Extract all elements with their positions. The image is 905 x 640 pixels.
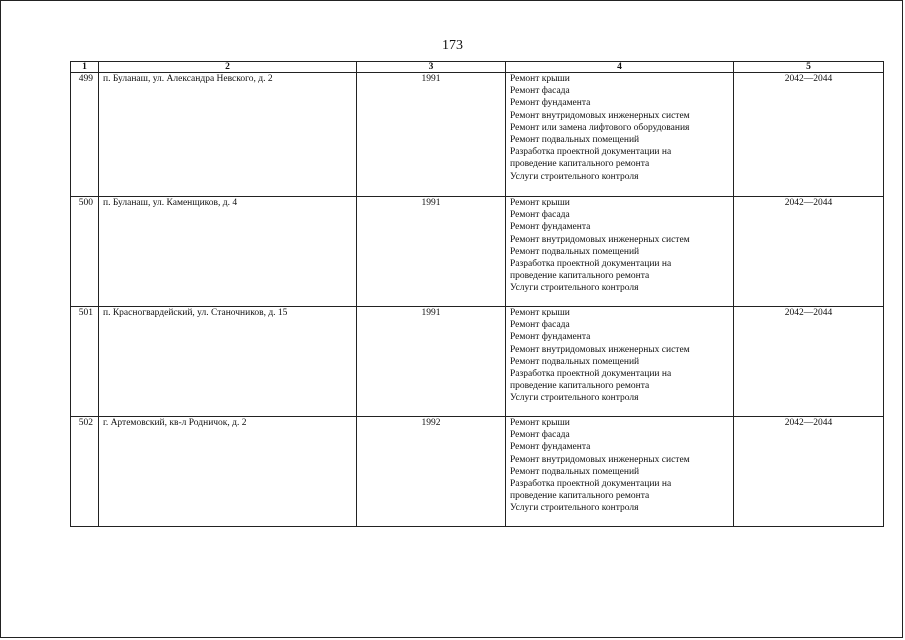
work-item: Ремонт внутридомовых инженерных систем bbox=[510, 110, 690, 121]
work-item: Ремонт фундамента bbox=[510, 222, 591, 233]
work-item: Ремонт крыши bbox=[510, 198, 570, 208]
period-cell: 2042—2044 bbox=[734, 307, 884, 417]
table-header-row bbox=[71, 62, 884, 73]
row-number: 502 bbox=[71, 417, 99, 527]
column-header: 4 bbox=[506, 62, 734, 73]
column-header: 5 bbox=[734, 62, 884, 73]
period-cell: 2042—2044 bbox=[734, 417, 884, 527]
works-cell bbox=[506, 197, 734, 307]
work-item: Ремонт крыши bbox=[510, 418, 570, 428]
work-item: Ремонт или замена лифтового оборудования bbox=[510, 122, 690, 133]
period-cell: 2042—2044 bbox=[734, 197, 884, 307]
address-cell: п. Буланаш, ул. Каменщиков, д. 4 bbox=[99, 197, 357, 307]
work-item: Разработка проектной документации на bbox=[510, 259, 672, 270]
work-item: Разработка проектной документации на bbox=[510, 369, 672, 380]
period-cell: 2042—2044 bbox=[734, 73, 884, 197]
work-item: Разработка проектной документации на bbox=[510, 147, 672, 158]
column-header: 1 bbox=[71, 62, 99, 73]
work-item: Ремонт фасада bbox=[510, 430, 570, 441]
work-item: Ремонт фундамента bbox=[510, 332, 591, 343]
row-number: 500 bbox=[71, 197, 99, 307]
work-item: проведение капитального ремонта bbox=[510, 381, 650, 392]
works-cell bbox=[506, 73, 734, 197]
work-item: Услуги строительного контроля bbox=[510, 283, 639, 294]
work-item: Ремонт крыши bbox=[510, 308, 570, 318]
work-item: Ремонт подвальных помещений bbox=[510, 246, 640, 257]
year-cell: 1992 bbox=[357, 417, 506, 527]
works-cell bbox=[506, 417, 734, 527]
work-item: проведение капитального ремонта bbox=[510, 271, 650, 282]
table-row bbox=[71, 307, 884, 417]
column-header: 3 bbox=[357, 62, 506, 73]
row-number: 501 bbox=[71, 307, 99, 417]
work-item: Ремонт внутридомовых инженерных систем bbox=[510, 234, 690, 245]
address-cell: п. Буланаш, ул. Александра Невского, д. 2 bbox=[99, 73, 357, 197]
work-item: Ремонт фасада bbox=[510, 320, 570, 331]
work-item: Ремонт фундамента bbox=[510, 98, 591, 109]
work-item: Ремонт крыши bbox=[510, 74, 570, 84]
year-cell: 1991 bbox=[357, 73, 506, 197]
work-item: Ремонт внутридомовых инженерных систем bbox=[510, 344, 690, 355]
work-item: проведение капитального ремонта bbox=[510, 159, 650, 170]
row-number: 499 bbox=[71, 73, 99, 197]
work-item: Ремонт фасада bbox=[510, 86, 570, 97]
works-cell bbox=[506, 307, 734, 417]
year-cell: 1991 bbox=[357, 197, 506, 307]
work-item: Ремонт подвальных помещений bbox=[510, 356, 640, 367]
work-item: Услуги строительного контроля bbox=[510, 171, 639, 182]
table-row bbox=[71, 197, 884, 307]
table-row bbox=[71, 417, 884, 527]
work-item: Ремонт фасада bbox=[510, 210, 570, 221]
address-cell: п. Красногвардейский, ул. Станочников, д. 15 bbox=[99, 307, 357, 417]
work-item: Ремонт подвальных помещений bbox=[510, 135, 640, 146]
column-header: 2 bbox=[99, 62, 357, 73]
work-item: Ремонт подвальных помещений bbox=[510, 466, 640, 477]
table-body bbox=[71, 73, 884, 527]
work-item: Услуги строительного контроля bbox=[510, 393, 639, 404]
year-cell: 1991 bbox=[357, 307, 506, 417]
address-cell: г. Артемовский, кв-л Родничок, д. 2 bbox=[99, 417, 357, 527]
repair-schedule-table bbox=[70, 61, 884, 527]
work-item: проведение капитального ремонта bbox=[510, 491, 650, 502]
table-row bbox=[71, 73, 884, 197]
work-item: Ремонт внутридомовых инженерных систем bbox=[510, 454, 690, 465]
work-item: Разработка проектной документации на bbox=[510, 479, 672, 490]
work-item: Ремонт фундамента bbox=[510, 442, 591, 453]
work-item: Услуги строительного контроля bbox=[510, 503, 639, 514]
page-number: 173 bbox=[442, 38, 463, 53]
